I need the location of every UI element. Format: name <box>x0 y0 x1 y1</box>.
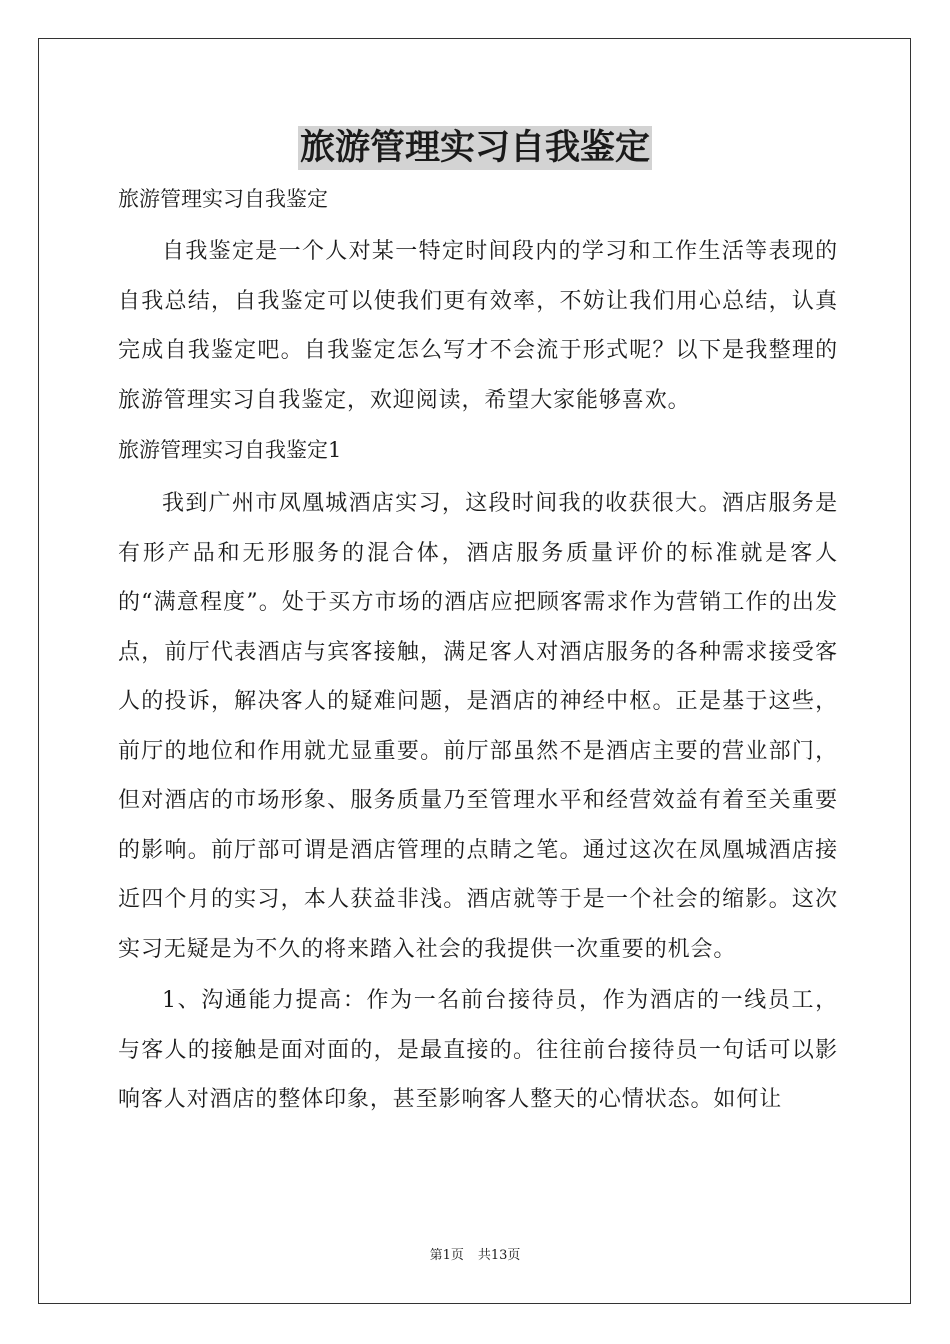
paragraph-section-1: 我到广州市凤凰城酒店实习，这段时间我的收获很大。酒店服务是有形产品和无形服务的混合体，酒店服务质量评价的标准就是客人的“满意程度”。处于买方市场的酒店应把顾客需求作为营销工作的出发点，前厅代表酒店与宾客接触，满足客人对酒店服务的各种需求接受客人的投诉，解决客人的疑难问题，是酒店的神经中枢。正是基于这些，前厅的地位和作用就尤显重要。前厅部虽然不是酒店主要的营业部门，但对酒店的市场形象、服务质量乃至管理水平和经营效益有着至关重要的影响。前厅部可谓是酒店管理的点睛之笔。通过这次在凤凰城酒店接近四个月的实习，本人获益非浅。酒店就等于是一个社会的缩影。这次实习无疑是为不久的将来踏入社会的我提供一次重要的机会。 <box>118 491 838 962</box>
title-container <box>0 126 950 170</box>
page-number: 第1页 <box>429 1248 464 1263</box>
subheading-section-1: 旅游管理实习自我鉴定1 <box>118 438 342 462</box>
paragraph-communication: 1、沟通能力提高：作为一名前台接待员，作为酒店的一线员工，与客人的接触是面对面的，是最直接的。往往前台接待员一句话可以影响客人对酒店的整体印象，甚至影响客人整天的心情状态。如何让 <box>118 988 838 1112</box>
subheading-intro: 旅游管理实习自我鉴定 <box>118 187 328 211</box>
page-total: 共13页 <box>477 1248 521 1263</box>
paragraph-intro: 自我鉴定是一个人对某一特定时间段内的学习和工作生活等表现的自我总结，自我鉴定可以使我们更有效率，不妨让我们用心总结，认真完成自我鉴定吧。自我鉴定怎么写才不会流于形式呢？以下是我整理的旅游管理实习自我鉴定，欢迎阅读，希望大家能够喜欢。 <box>118 239 838 413</box>
document-body <box>118 178 838 1125</box>
document-title: 旅游管理实习自我鉴定 <box>299 127 650 168</box>
page-footer <box>0 1247 950 1265</box>
